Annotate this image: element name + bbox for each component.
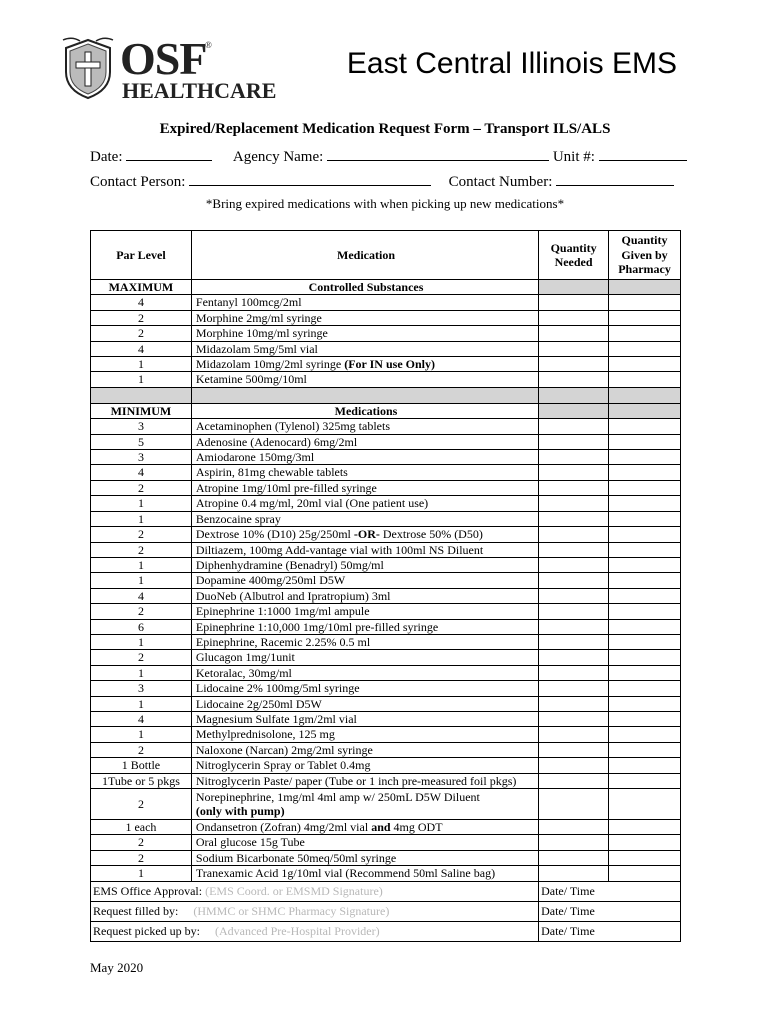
- par-cell: 1 each: [91, 820, 192, 835]
- logo-subtitle: HEALTHCARE: [122, 78, 277, 103]
- par-cell: 6: [91, 619, 192, 634]
- osf-seal-icon: [60, 36, 116, 102]
- quantity-needed-cell[interactable]: [539, 619, 609, 634]
- quantity-needed-header: Quantity Needed: [539, 231, 609, 280]
- quantity-needed-cell[interactable]: [539, 450, 609, 465]
- controlled-rows: [91, 295, 681, 387]
- medication-cell: [191, 727, 538, 742]
- quantity-given-cell[interactable]: [609, 619, 681, 634]
- medication-cell: [191, 634, 538, 649]
- signature-row: [91, 881, 681, 901]
- quantity-needed-cell[interactable]: [539, 496, 609, 511]
- quantity-given-cell[interactable]: [609, 866, 681, 881]
- quantity-needed-cell[interactable]: [539, 480, 609, 495]
- medication-table: [90, 230, 681, 942]
- quantity-needed-cell[interactable]: [539, 773, 609, 788]
- table-row: [91, 634, 681, 649]
- quantity-needed-cell[interactable]: [539, 557, 609, 572]
- medication-cell: [191, 511, 538, 526]
- table-row: [91, 326, 681, 341]
- signature-rows: [91, 881, 681, 941]
- medication-cell: [191, 681, 538, 696]
- par-cell: 4: [91, 295, 192, 310]
- table-row: [91, 665, 681, 680]
- quantity-needed-cell[interactable]: [539, 588, 609, 603]
- medication-name: Nitroglycerin Spray or Tablet 0.4mg: [195, 758, 371, 773]
- par-cell: 3: [91, 419, 192, 434]
- date-label: Date:: [90, 149, 123, 165]
- table-row: [91, 511, 681, 526]
- par-cell: 2: [91, 480, 192, 495]
- par-cell: 2: [91, 850, 192, 865]
- quantity-given-cell[interactable]: [609, 696, 681, 711]
- medication-suffix: Dextrose 50% (D50): [379, 527, 483, 542]
- medication-name: Tranexamic Acid 1g/10ml vial (Recommend 50ml Saline bag): [195, 866, 496, 881]
- medication-name: Ketamine 500mg/10ml: [195, 372, 307, 387]
- medication-cell: [191, 419, 538, 434]
- minimum-label: MINIMUM: [91, 403, 192, 418]
- table-row: [91, 773, 681, 788]
- table-row: [91, 357, 681, 372]
- par-cell: 1 Bottle: [91, 758, 192, 773]
- quantity-needed-cell[interactable]: [539, 850, 609, 865]
- medication-cell: [191, 742, 538, 757]
- quantity-needed-cell[interactable]: [539, 527, 609, 542]
- quantity-given-cell[interactable]: [609, 835, 681, 850]
- medication-cell: [191, 758, 538, 773]
- quantity-needed-cell[interactable]: [539, 511, 609, 526]
- par-cell: 3: [91, 681, 192, 696]
- pump-note: (only with pump): [195, 804, 285, 818]
- table-row: [91, 527, 681, 542]
- medication-cell: [191, 295, 538, 310]
- medications-label: Medications: [191, 403, 538, 418]
- form-title: Expired/Replacement Medication Request Form – Transport ILS/ALS: [159, 121, 611, 137]
- medication-cell: [191, 866, 538, 881]
- medication-name: Oral glucose 15g Tube: [195, 835, 305, 850]
- quantity-needed-cell[interactable]: [539, 789, 609, 820]
- table-row: [91, 434, 681, 449]
- quantity-needed-cell[interactable]: [539, 542, 609, 557]
- medication-cell: [191, 835, 538, 850]
- medication-name: Fentanyl 100mcg/2ml: [195, 295, 302, 310]
- quantity-given-cell[interactable]: [609, 511, 681, 526]
- par-cell: 4: [91, 465, 192, 480]
- quantity-needed-cell[interactable]: [539, 295, 609, 310]
- medication-cell: [191, 650, 538, 665]
- quantity-given-cell[interactable]: [609, 465, 681, 480]
- table-row: [91, 742, 681, 757]
- quantity-given-cell[interactable]: [609, 650, 681, 665]
- par-cell: 1: [91, 557, 192, 572]
- par-cell: 1: [91, 372, 192, 387]
- revision-date: May 2020: [90, 960, 144, 975]
- medication-name: Lidocaine 2g/250ml D5W: [195, 696, 322, 711]
- quantity-given-cell[interactable]: [609, 527, 681, 542]
- medication-rows: [91, 820, 681, 882]
- logo-registered-mark: ®: [205, 40, 212, 50]
- table-row: [91, 480, 681, 495]
- medication-cell: [191, 310, 538, 325]
- medication-name: Magnesium Sulfate 1gm/2ml vial: [195, 711, 357, 726]
- table-row: [91, 789, 681, 820]
- table-row: [91, 542, 681, 557]
- medication-name: Midazolam 10mg/2ml syringe: [195, 357, 345, 372]
- par-cell: 4: [91, 341, 192, 356]
- table-row: [91, 681, 681, 696]
- quantity-needed-cell[interactable]: [539, 820, 609, 835]
- quantity-given-cell[interactable]: [609, 820, 681, 835]
- quantity-given-cell[interactable]: [609, 789, 681, 820]
- par-cell: 2: [91, 542, 192, 557]
- quantity-needed-cell[interactable]: [539, 604, 609, 619]
- medication-name: Atropine 1mg/10ml pre-filled syringe: [195, 480, 377, 495]
- medication-name: DuoNeb (Albutrol and Ipratropium) 3ml: [195, 588, 391, 603]
- contact-row: [90, 173, 680, 191]
- medication-cell: [191, 434, 538, 449]
- quantity-needed-cell[interactable]: [539, 835, 609, 850]
- medication-cell: [191, 465, 538, 480]
- quantity-given-cell[interactable]: [609, 450, 681, 465]
- medication-cell: [191, 496, 538, 511]
- table-row: [91, 588, 681, 603]
- date-time-field[interactable]: [539, 881, 681, 901]
- signature-label: Request filled by:: [93, 903, 179, 918]
- medication-name: Epinephrine, Racemic 2.25% 0.5 ml: [195, 634, 371, 649]
- quantity-given-cell[interactable]: [609, 773, 681, 788]
- medication-name: Adenosine (Adenocard) 6mg/2ml: [195, 434, 358, 449]
- quantity-given-cell[interactable]: [609, 604, 681, 619]
- quantity-needed-cell[interactable]: [539, 434, 609, 449]
- medication-emphasis: and: [371, 820, 391, 834]
- quantity-needed-cell[interactable]: [539, 665, 609, 680]
- medication-cell: [191, 542, 538, 557]
- medication-cell: [191, 326, 538, 341]
- medication-name: Atropine 0.4 mg/ml, 20ml vial (One patient use): [195, 496, 429, 511]
- medication-name: Ondansetron (Zofran) 4mg/2ml vial: [195, 820, 372, 834]
- quantity-needed-cell[interactable]: [539, 650, 609, 665]
- quantity-given-cell[interactable]: [609, 742, 681, 757]
- medication-header: Medication: [191, 231, 538, 280]
- quantity-given-cell[interactable]: [609, 434, 681, 449]
- par-cell: 2: [91, 835, 192, 850]
- quantity-given-cell[interactable]: [609, 758, 681, 773]
- medication-name: Dextrose 10% (D10) 25g/250ml: [195, 527, 354, 542]
- quantity-needed-cell[interactable]: [539, 341, 609, 356]
- quantity-given-header: Quantity Given by Pharmacy: [609, 231, 681, 280]
- quantity-needed-cell[interactable]: [539, 372, 609, 387]
- par-cell: 2: [91, 650, 192, 665]
- quantity-needed-cell[interactable]: [539, 742, 609, 757]
- medication-cell: [191, 604, 538, 619]
- medication-cell: [191, 557, 538, 572]
- table-row: [91, 295, 681, 310]
- bring-expired-note: *Bring expired medications with when picking up new medications*: [205, 196, 565, 211]
- quantity-needed-cell[interactable]: [539, 711, 609, 726]
- par-cell: 1: [91, 573, 192, 588]
- quantity-given-cell[interactable]: [609, 588, 681, 603]
- quantity-needed-cell[interactable]: [539, 573, 609, 588]
- quantity-given-cell[interactable]: [609, 310, 681, 325]
- medication-name: Diltiazem, 100mg Add-vantage vial with 100ml NS Diluent: [195, 542, 484, 557]
- medication-emphasis: -OR-: [353, 527, 380, 542]
- par-cell: 2: [91, 527, 192, 542]
- quantity-given-cell[interactable]: [609, 419, 681, 434]
- medication-name: Benzocaine spray: [195, 511, 281, 526]
- medication-cell: [191, 789, 538, 820]
- signature-field[interactable]: [91, 901, 539, 921]
- quantity-given-cell[interactable]: [609, 496, 681, 511]
- par-cell: 1: [91, 511, 192, 526]
- controlled-substances-label: Controlled Substances: [191, 280, 538, 295]
- medication-cell: [191, 619, 538, 634]
- maximum-label: MAXIMUM: [91, 280, 192, 295]
- medication-cell: [191, 341, 538, 356]
- medication-cell: [191, 450, 538, 465]
- controlled-section-row: [91, 280, 681, 295]
- par-cell: 5: [91, 434, 192, 449]
- quantity-needed-cell[interactable]: [539, 727, 609, 742]
- table-row: [91, 619, 681, 634]
- grey-cell: [539, 280, 609, 295]
- par-level-header: Par Level: [91, 231, 192, 280]
- quantity-needed-cell[interactable]: [539, 866, 609, 881]
- medication-cell: [191, 773, 538, 788]
- quantity-given-cell[interactable]: [609, 727, 681, 742]
- quantity-given-cell[interactable]: [609, 850, 681, 865]
- table-row: [91, 557, 681, 572]
- signature-hint: (EMS Coord. or EMSMD Signature): [202, 883, 383, 898]
- medication-cell: [191, 480, 538, 495]
- medication-name: Nitroglycerin Paste/ paper (Tube or 1 inch pre-measured foil pkgs): [195, 773, 517, 788]
- contact-person-field[interactable]: [189, 173, 431, 186]
- contact-number-label: Contact Number:: [448, 174, 553, 190]
- medication-name: Amiodarone 150mg/3ml: [195, 450, 315, 465]
- table-row: [91, 727, 681, 742]
- quantity-given-cell[interactable]: [609, 711, 681, 726]
- table-row: [91, 604, 681, 619]
- table-row: [91, 341, 681, 356]
- quantity-needed-cell[interactable]: [539, 634, 609, 649]
- table-row: [91, 310, 681, 325]
- quantity-needed-cell[interactable]: [539, 310, 609, 325]
- par-cell: 2: [91, 326, 192, 341]
- medication-name: Glucagon 1mg/1unit: [195, 650, 295, 665]
- par-cell: 1: [91, 696, 192, 711]
- grey-cell: [609, 280, 681, 295]
- par-cell: 1: [91, 634, 192, 649]
- medication-name: Aspirin, 81mg chewable tablets: [195, 465, 348, 480]
- quantity-needed-cell[interactable]: [539, 681, 609, 696]
- quantity-given-cell[interactable]: [609, 372, 681, 387]
- quantity-needed-cell[interactable]: [539, 696, 609, 711]
- table-row: [91, 850, 681, 865]
- medication-cell: [191, 850, 538, 865]
- signature-row: [91, 921, 681, 941]
- par-cell: 1: [91, 357, 192, 372]
- date-field[interactable]: [126, 148, 212, 161]
- table-row: [91, 711, 681, 726]
- medication-name: Acetaminophen (Tylenol) 325mg tablets: [195, 419, 390, 434]
- medication-emphasis: (For IN use Only): [344, 357, 435, 372]
- unit-label: Unit #:: [552, 149, 595, 165]
- quantity-needed-cell[interactable]: [539, 357, 609, 372]
- medication-cell: [191, 527, 538, 542]
- signature-field[interactable]: [91, 881, 539, 901]
- quantity-given-cell[interactable]: [609, 357, 681, 372]
- par-cell: 2: [91, 742, 192, 757]
- table-header-row: [91, 231, 681, 280]
- medication-name: Naloxone (Narcan) 2mg/2ml syringe: [195, 742, 373, 757]
- par-cell: 1: [91, 866, 192, 881]
- contact-number-field[interactable]: [556, 173, 674, 186]
- section-divider-row: [91, 387, 681, 403]
- medication-name: Midazolam 5mg/5ml vial: [195, 341, 318, 356]
- table-row: [91, 450, 681, 465]
- signature-row: [91, 901, 681, 921]
- table-row: [91, 465, 681, 480]
- quantity-given-cell[interactable]: [609, 542, 681, 557]
- medication-cell: [191, 573, 538, 588]
- region-title: East Central Illinois EMS: [346, 47, 677, 80]
- par-cell: 4: [91, 588, 192, 603]
- medication-cell: [191, 696, 538, 711]
- date-time-field[interactable]: [539, 901, 681, 921]
- medication-cell: [191, 711, 538, 726]
- quantity-given-cell[interactable]: [609, 665, 681, 680]
- medication-name: Morphine 10mg/ml syringe: [195, 326, 328, 341]
- signature-hint: (Advanced Pre-Hospital Provider): [199, 923, 380, 938]
- par-cell: 2: [91, 310, 192, 325]
- quantity-needed-cell[interactable]: [539, 465, 609, 480]
- table-row: [91, 496, 681, 511]
- quantity-needed-cell[interactable]: [539, 419, 609, 434]
- table-row: [91, 696, 681, 711]
- medication-cell: [191, 588, 538, 603]
- medication-name: Sodium Bicarbonate 50meq/50ml syringe: [195, 850, 397, 865]
- norepinephrine-line: Norepinephrine, 1mg/ml 4ml amp w/ 250mL D5W Diluent: [195, 789, 480, 804]
- medication-suffix: 4mg ODT: [390, 820, 443, 834]
- medication-cell: [191, 357, 538, 372]
- logo-name: OSF: [120, 33, 207, 84]
- agency-label: Agency Name:: [232, 149, 324, 165]
- quantity-given-cell[interactable]: [609, 295, 681, 310]
- quantity-needed-cell[interactable]: [539, 758, 609, 773]
- medications-section-row: [91, 403, 681, 418]
- par-cell: 1: [91, 665, 192, 680]
- par-cell: 2: [91, 604, 192, 619]
- medication-name: Methylprednisolone, 125 mg: [195, 727, 335, 742]
- quantity-given-cell[interactable]: [609, 326, 681, 341]
- medication-cell: [191, 372, 538, 387]
- medication-name: Morphine 2mg/ml syringe: [195, 310, 322, 325]
- table-row: [91, 372, 681, 387]
- quantity-given-cell[interactable]: [609, 341, 681, 356]
- quantity-needed-cell[interactable]: [539, 326, 609, 341]
- medication-name: Lidocaine 2% 100mg/5ml syringe: [195, 681, 360, 696]
- table-row: [91, 573, 681, 588]
- table-row: [91, 835, 681, 850]
- grey-cell: [539, 403, 609, 418]
- medication-name: Diphenhydramine (Benadryl) 50mg/ml: [195, 557, 384, 572]
- table-row: [91, 650, 681, 665]
- table-row: [91, 758, 681, 773]
- quantity-given-cell[interactable]: [609, 557, 681, 572]
- unit-field[interactable]: [599, 148, 687, 161]
- agency-name-field[interactable]: [327, 148, 549, 161]
- table-row: [91, 820, 681, 835]
- date-agency-unit-row: [90, 148, 680, 166]
- date-time-label: Date/ Time: [541, 923, 595, 938]
- par-cell: 1: [91, 727, 192, 742]
- signature-label: Request picked up by:: [93, 923, 200, 938]
- medication-name: Epinephrine 1:1000 1mg/ml ampule: [195, 604, 370, 619]
- medication-name: Epinephrine 1:10,000 1mg/10ml pre-filled syringe: [195, 619, 439, 634]
- quantity-given-cell[interactable]: [609, 634, 681, 649]
- par-cell: 2: [91, 789, 192, 820]
- signature-hint: (HMMC or SHMC Pharmacy Signature): [178, 903, 390, 918]
- grey-cell: [609, 403, 681, 418]
- osf-logo: [60, 33, 277, 103]
- signature-field[interactable]: [91, 921, 539, 941]
- table-row: [91, 866, 681, 881]
- date-time-label: Date/ Time: [541, 883, 595, 898]
- medication-rows: [91, 419, 681, 789]
- quantity-given-cell[interactable]: [609, 480, 681, 495]
- par-cell: 1: [91, 496, 192, 511]
- signature-label: EMS Office Approval:: [93, 883, 203, 898]
- medication-cell: [191, 820, 538, 835]
- date-time-field[interactable]: [539, 921, 681, 941]
- date-time-label: Date/ Time: [541, 903, 595, 918]
- par-cell: 3: [91, 450, 192, 465]
- contact-person-label: Contact Person:: [90, 174, 186, 190]
- medication-name: Dopamine 400mg/250ml D5W: [195, 573, 346, 588]
- medication-cell: [191, 665, 538, 680]
- quantity-given-cell[interactable]: [609, 573, 681, 588]
- table-row: [91, 419, 681, 434]
- par-cell: 1Tube or 5 pkgs: [91, 773, 192, 788]
- par-cell: 4: [91, 711, 192, 726]
- medication-name: Ketoralac, 30mg/ml: [195, 665, 292, 680]
- quantity-given-cell[interactable]: [609, 681, 681, 696]
